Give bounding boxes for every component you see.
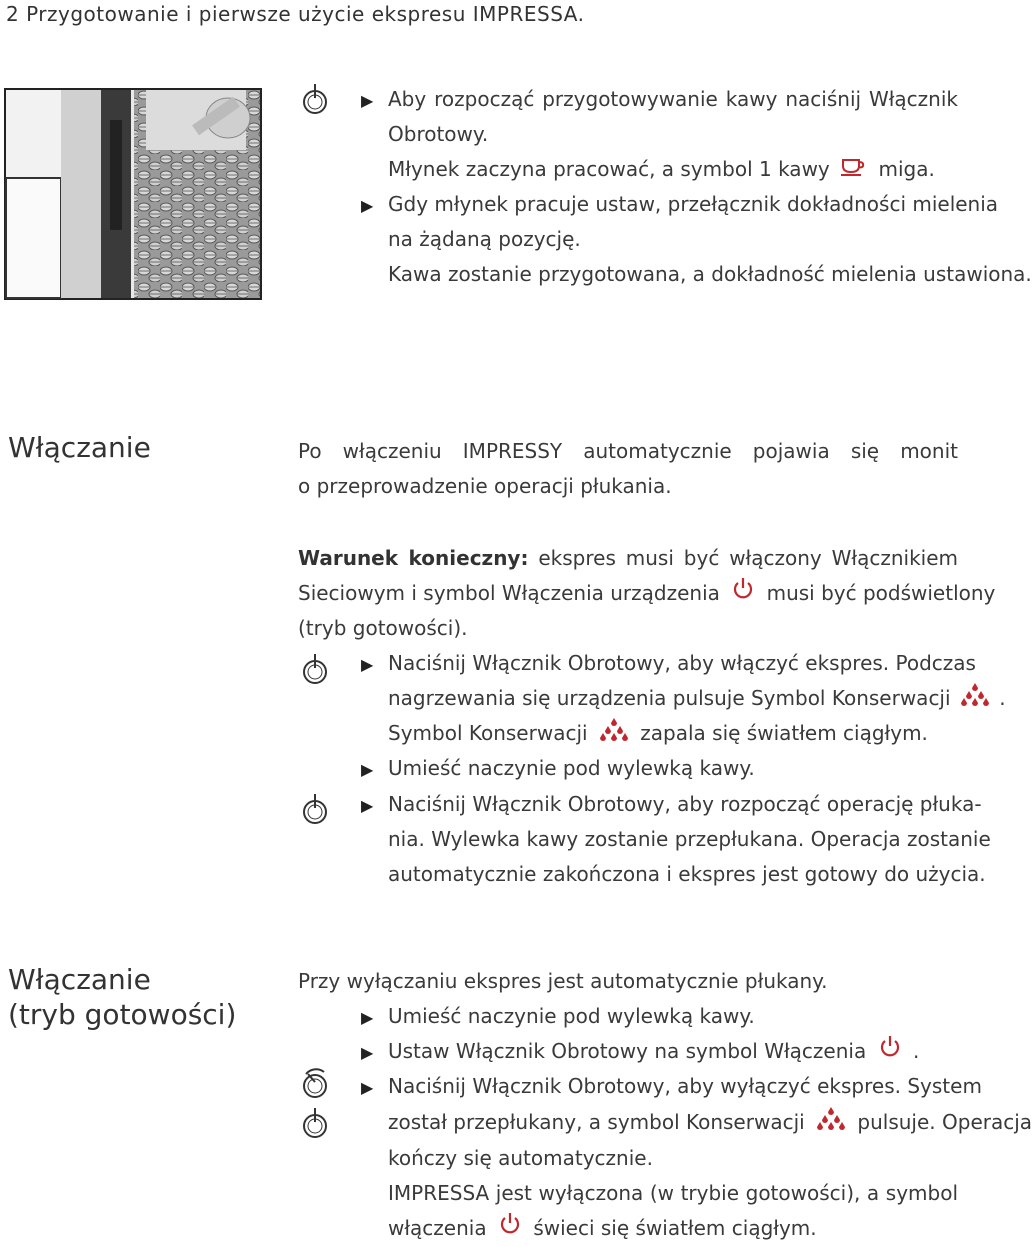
section-heading-wlaczanie: Włączanie: [8, 431, 151, 464]
section1-bullet3-line2: nia. Wylewka kawy zostanie przepłukana. Operacja zostanie: [388, 827, 991, 851]
para-text: zapala się światłem ciągłym.: [640, 721, 928, 745]
para-text: Symbol Konserwacji: [388, 721, 588, 745]
para-text: musi być podświetlony: [766, 581, 996, 605]
bullet-arrow-icon: ▶: [361, 1008, 374, 1027]
rotary-knob-icon: [302, 82, 328, 116]
section1-para1-line2: o przeprowadzenie operacji płukania.: [298, 474, 672, 498]
intro-bullet2-line3: Kawa zostanie przygotowana, a dokładność mielenia ustawiona.: [388, 262, 1032, 286]
section1-bullet1-line3: [388, 716, 928, 752]
para-text: ekspres musi być włączony Włącznikiem: [538, 546, 958, 570]
section1-bullet3-line3: automatycznie zakończona i ekspres jest gotowy do użycia.: [388, 862, 986, 886]
para-text: Ustaw Włącznik Obrotowy na symbol Włączenia: [388, 1039, 867, 1063]
prerequisite-label: Warunek konieczny:: [298, 546, 529, 570]
para-text: Sieciowym i symbol Włączenia urządzenia: [298, 581, 720, 605]
coffee-cup-icon: [840, 153, 866, 188]
bullet-arrow-icon: ▶: [361, 655, 374, 674]
maintenance-drops-icon: [817, 1106, 845, 1141]
grinder-photo: [4, 88, 262, 300]
intro-bullet1-line1: Aby rozpocząć przygotowywanie kawy naciśnij Włącznik: [388, 87, 958, 111]
para-text: nagrzewania się urządzenia pulsuje Symbol Konserwacji: [388, 686, 951, 710]
page-header: 2 Przygotowanie i pierwsze użycie ekspresu IMPRESSA.: [6, 2, 585, 26]
intro-text: Młynek zaczyna pracować, a symbol 1 kawy: [388, 157, 830, 181]
power-icon: [499, 1212, 521, 1247]
section1-para1-line1: Po włączeniu IMPRESSY automatycznie pojawia się monit: [298, 439, 958, 463]
section-heading-line2: (tryb gotowości): [8, 998, 237, 1031]
intro-bullet1-line2: Obrotowy.: [388, 122, 489, 146]
bullet-arrow-icon: ▶: [361, 1078, 374, 1097]
section2-bullet2-line1: [388, 1034, 919, 1070]
section1-bullet1-line2: [388, 681, 1006, 717]
section1-para2-line3: (tryb gotowości).: [298, 616, 468, 640]
section1-bullet2-line1: Umieść naczynie pod wylewką kawy.: [388, 756, 755, 780]
section2-para2-line2: [388, 1211, 817, 1247]
para-text: włączenia: [388, 1216, 487, 1240]
section2-para1: Przy wyłączaniu ekspres jest automatycznie płukany.: [298, 969, 828, 993]
section2-para2-line1: IMPRESSA jest wyłączona (w trybie gotowości), a symbol: [388, 1181, 958, 1205]
bullet-arrow-icon: ▶: [361, 196, 374, 215]
rotary-knob-turn-icon: [302, 1066, 328, 1100]
rotary-knob-icon: [302, 792, 328, 826]
intro-text: miga.: [878, 157, 935, 181]
maintenance-drops-icon: [600, 717, 628, 752]
section1-bullet3-line1: Naciśnij Włącznik Obrotowy, aby rozpocząć operację płuka-: [388, 792, 982, 816]
section1-para2-line2: [298, 576, 996, 612]
section1-para2-line1: [298, 541, 958, 576]
power-icon: [732, 577, 754, 612]
intro-bullet1-line3: [388, 152, 935, 188]
para-text: pulsuje. Operacja: [857, 1110, 1032, 1134]
section1-bullet1-line1: Naciśnij Włącznik Obrotowy, aby włączyć ekspres. Podczas: [388, 651, 976, 675]
section2-bullet3-line1: Naciśnij Włącznik Obrotowy, aby wyłączyć ekspres. System: [388, 1074, 982, 1098]
power-icon: [879, 1035, 901, 1070]
section-heading-line1: Włączanie: [8, 963, 151, 996]
bullet-arrow-icon: ▶: [361, 91, 374, 110]
bullet-arrow-icon: ▶: [361, 760, 374, 779]
maintenance-drops-icon: [961, 682, 989, 717]
para-text: świeci się światłem ciągłym.: [533, 1216, 817, 1240]
bullet-arrow-icon: ▶: [361, 1043, 374, 1062]
bullet-arrow-icon: ▶: [361, 796, 374, 815]
section2-bullet3-line2: [388, 1105, 1032, 1141]
section2-bullet3-line3: kończy się automatycznie.: [388, 1146, 653, 1170]
rotary-knob-icon: [302, 652, 328, 686]
intro-bullet2-line1: Gdy młynek pracuje ustaw, przełącznik dokładności mielenia: [388, 192, 999, 216]
section2-bullet1-line1: Umieść naczynie pod wylewką kawy.: [388, 1004, 755, 1028]
para-text: .: [912, 1039, 920, 1063]
para-text: został przepłukany, a symbol Konserwacji: [388, 1110, 805, 1134]
intro-bullet2-line2: na żądaną pozycję.: [388, 227, 581, 251]
para-text: .: [999, 686, 1006, 710]
rotary-knob-icon: [302, 1106, 328, 1140]
